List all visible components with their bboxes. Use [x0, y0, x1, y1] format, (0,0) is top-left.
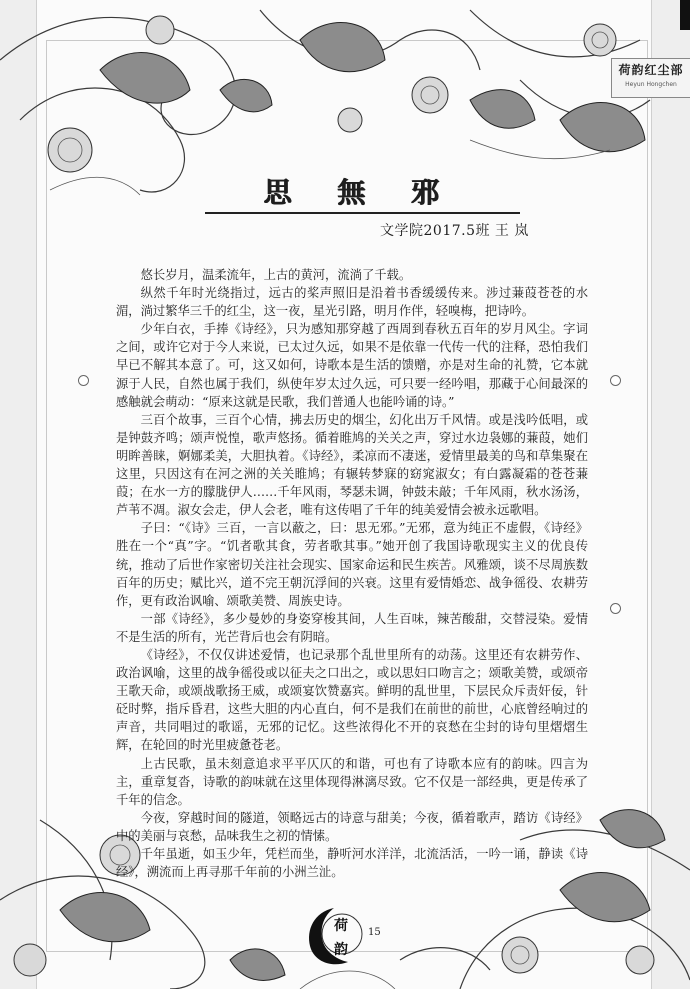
corner-black-bar	[680, 0, 690, 30]
paragraph: 千年虽逝，如玉少年，凭栏而坐，静听河水洋洋，北流活活，一吟一诵，静读《诗经》，溯流而上再寻那千年前的小洲兰沚。	[116, 847, 588, 880]
paragraph: 《诗经》，不仅仅讲述爱情，也记录那个乱世里所有的动荡。这里还有农耕劳作、政治讽喻，这里的战争徭役或以征夫之口出之，或以思妇口吻言之；颂歌美赞，或颂帝王歌天命，或颂战歌扬王威，或颂宴饮赞嘉宾。鲜明的乱世里，下层民众斥责奸佞，针砭时弊，指斥昏君，这些大胆的内心直白，何不是我们在前世的前世，心底曾经响过的声音，共同唱过的歌谣，无邪的记忆。这些浓得化不开的哀愁在尘封的诗句里熠熠生辉，在轮回的时光里疲惫苍老。	[116, 647, 588, 753]
article-body	[116, 266, 588, 881]
paragraph: 三百个故事，三百个心情，拂去历史的烟尘，幻化出万千风情。或是浅吟低唱，或是钟鼓齐鸣；颂声悦惶，歌声悠扬。循着睢鸠的关关之声，穿过水边袅娜的蒹葭，她们明眸善睐，婀娜柔美，大胆执着。《诗经》，柔凉而不凄迷，爱情里最美的鸟和草集聚在这里，只因这有在河之洲的关关睢鸠；有辗转梦寐的窈窕淑女；有白露凝霜的苍苍蒹葭；在水一方的朦胧伊人……千年风雨，琴瑟未调，钟鼓未敲；千年风雨，秋水汤汤，芦苇不凋。淑女会走，伊人会老，唯有这传唱了千年的纯美爱情会被永远歌唱。	[116, 412, 588, 518]
section-tag-label: 荷韵红尘部	[618, 63, 684, 77]
title-underline	[205, 212, 520, 214]
paragraph: 少年白衣，手捧《诗经》，只为感知那穿越了西周到春秋五百年的岁月风尘。字词之间，或许它对于今人来说，已太过久远，如果不是依靠一代传一代的注释，恐怕我们早已不解其本意了。可，这又如何，诗歌本是生活的馈赠，亦是对生命的礼赞，它本就源于人民，自然也属于我们，纵使年岁太过久远，可只要一经吟唱，那藏于心间最深的感触就会萌动：“原来这就是民歌，我们普通人也能吟诵的诗。”	[116, 322, 588, 409]
paragraph: 纵然千年时光绕指过，远古的桨声照旧是沿着书香缓缓传来。涉过蒹葭苍苍的水湄，淌过繁华三千的红尘，这一夜，星光引路，明月作伴，轻嗅梅，把诗吟。	[116, 286, 588, 319]
binding-ring-right	[610, 375, 621, 386]
author-byline: 文学院2017.5班 王 岚	[380, 223, 529, 239]
paragraph: 今夜，穿越时间的隧道，领略远古的诗意与甜美；今夜，循着歌声，踏访《诗经》中的美丽与哀愁，品味我生之初的情愫。	[116, 810, 588, 843]
section-tag	[611, 58, 690, 98]
paragraph: 子曰：“《诗》三百，一言以蔽之，曰：思无邪。”无邪，意为纯正不虚假，《诗经》胜在一个“真”字。“饥者歌其食，劳者歌其事。”她开创了我国诗歌现实主义的优良传统，推动了后世作家密切关注社会现实、国家命运和民生疾苦。风雅颂，谈不尽周族数百年的历史；赋比兴，道不完王朝沉浮间的兴衰。这里有爱情婚恋、战争徭役、农耕劳作，更有政治讽喻、颂歌美赞、周族史诗。	[116, 521, 588, 608]
section-tag-subtitle: Heyun Hongchen	[625, 81, 677, 88]
binding-ring-right	[610, 603, 621, 614]
binding-ring-left	[78, 375, 89, 386]
page-number: 15	[368, 927, 381, 938]
paragraph: 上古民歌，虽未刻意追求平平仄仄的和谐，可也有了诗歌本应有的韵味。四言为主，重章复沓，诗歌的韵味就在这里体现得淋漓尽致。它不仅是一部经典，更是传承了千年的信念。	[116, 756, 588, 807]
emblem-char: 荷	[334, 918, 348, 934]
paragraph: 一部《诗经》，多少曼妙的身姿穿梭其间，人生百味，辣苦酸甜，交替浸染。爱情不是生活的所有，光芒背后也会有阴暗。	[116, 611, 588, 644]
article-title: 思 無 邪	[263, 176, 457, 209]
emblem-char: 韵	[334, 942, 348, 958]
paragraph: 悠长岁月，温柔流年，上古的黄河，流淌了千载。	[140, 268, 412, 282]
lotus-emblem-icon	[304, 904, 364, 970]
